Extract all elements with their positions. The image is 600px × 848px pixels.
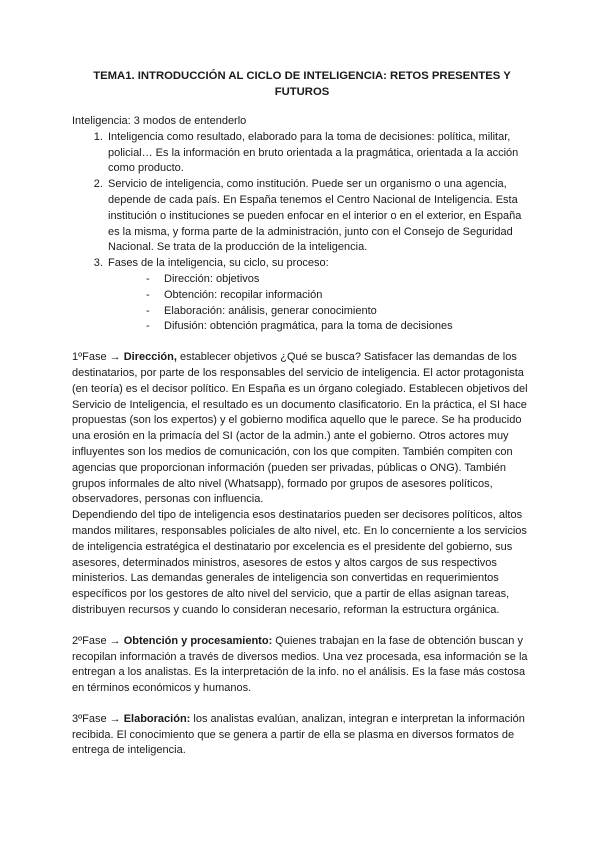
mode-item-text: Fases de la inteligencia, su ciclo, su proceso: (108, 257, 329, 270)
phase-list-item: - Difusión: obtención pragmática, para la toma de decisiones (146, 319, 532, 335)
mode-item: 2. Servicio de inteligencia, como institución. Puede ser un organismo o una agencia, depende de cada país. En España tenemos el Centro Nacional de Inteligencia. Esta institución o instituciones se pueden enfocar en el interior o en el exterior, en España es la misma, y forma parte de la administración, junto con el Consejo de Seguridad Nacional. Se trata de la producción de la inteligencia. (106, 177, 532, 256)
intro-line: Inteligencia: 3 modos de entenderlo (72, 115, 247, 127)
phase1-prefix: 1ºFase → (72, 351, 124, 364)
phase1-paragraph-2: Dependiendo del tipo de inteligencia esos destinatarios pueden ser decisores políticos, altos mandos militares, responsables policiales de alto nivel, etc. En lo concerniente a los servicios de inteligencia estratégica el destinatario por excelencia es el presidente del gobierno, sus asesores, determinados ministros, asesores de estos y altos cargos de sus respectivos ministerios. Las demandas generales de inteligencia son convertidas en requerimientos específicos por los gestores de alto nivel del servicio, que a partir de ellas asignan tareas, distribuyen recursos y cuando lo consideran necesario, reforman la estructura orgánica. (72, 509, 527, 616)
phase3-text: los analistas evalúan, analizan, integran e interpretan la información recibida. El conocimiento que se genera a partir de ella se plasma en diversos formatos de entrega de inteligencia. (72, 712, 525, 757)
phase2-paragraph (72, 634, 532, 697)
phase-list-item: - Elaboración: análisis, generar conocimiento (146, 304, 532, 320)
phase1-paragraph (72, 350, 532, 508)
phase1-text: establecer objetivos ¿Qué se busca? Satisfacer las demandas de los destinatarios, por parte de los responsables del servicio de inteligencia. El actor protagonista (en teoría) es el decisor político. En España es un órgano colegiado. Establecen objetivos del Servicio de Inteligencia, el resultado es un documento clasificatorio. En la práctica, el SI hace propuestas (son los expertos) y el gobierno modifica aquello que le parece. Se ha producido una erosión en la primacía del SI (actor de la admin.) ante el gobierno. Otros actores muy influyentes son los medios de comunicación, con los que compiten. También compiten con agencias que proporcionan información (pueden ser privadas, públicas o ONG). También grupos informales de alto nivel (Whatsapp), formado por grupos de asesores políticos, observadores, personas con influencia. (72, 351, 528, 506)
phase3-heading: Elaboración: (123, 712, 191, 725)
document-title: TEMA1. INTRODUCCIÓN AL CICLO DE INTELIGENCIA: RETOS PRESENTES Y FUTUROS (93, 70, 511, 98)
mode-item: 1. Inteligencia como resultado, elaborado para la toma de decisiones: política, militar, policial… Es la información en bruto orientada a la pragmática, orientada a la acción como producto. (106, 130, 532, 177)
phase-list-item: - Obtención: recopilar información (146, 288, 532, 304)
phase3-prefix: 3ºFase → (72, 712, 124, 725)
phase3-paragraph (72, 712, 532, 759)
phase2-text: Quienes trabajan en la fase de obtención buscan y recopilan información a través de diversos medios. Una vez procesada, esa información se la entregan a los analistas. Es la interpretación de la info. no el análisis. Es la fase más costosa en términos económicos y humanos. (72, 634, 528, 695)
mode-item (106, 256, 532, 335)
phase2-prefix: 2ºFase → (72, 634, 124, 647)
phases-list (108, 272, 532, 335)
phase-list-item: - Dirección: objetivos (146, 272, 532, 288)
document-page (72, 68, 532, 759)
phase2-heading: Obtención y procesamiento: (123, 634, 273, 647)
phase1-heading: Dirección, (123, 351, 177, 364)
modes-list (72, 130, 532, 335)
